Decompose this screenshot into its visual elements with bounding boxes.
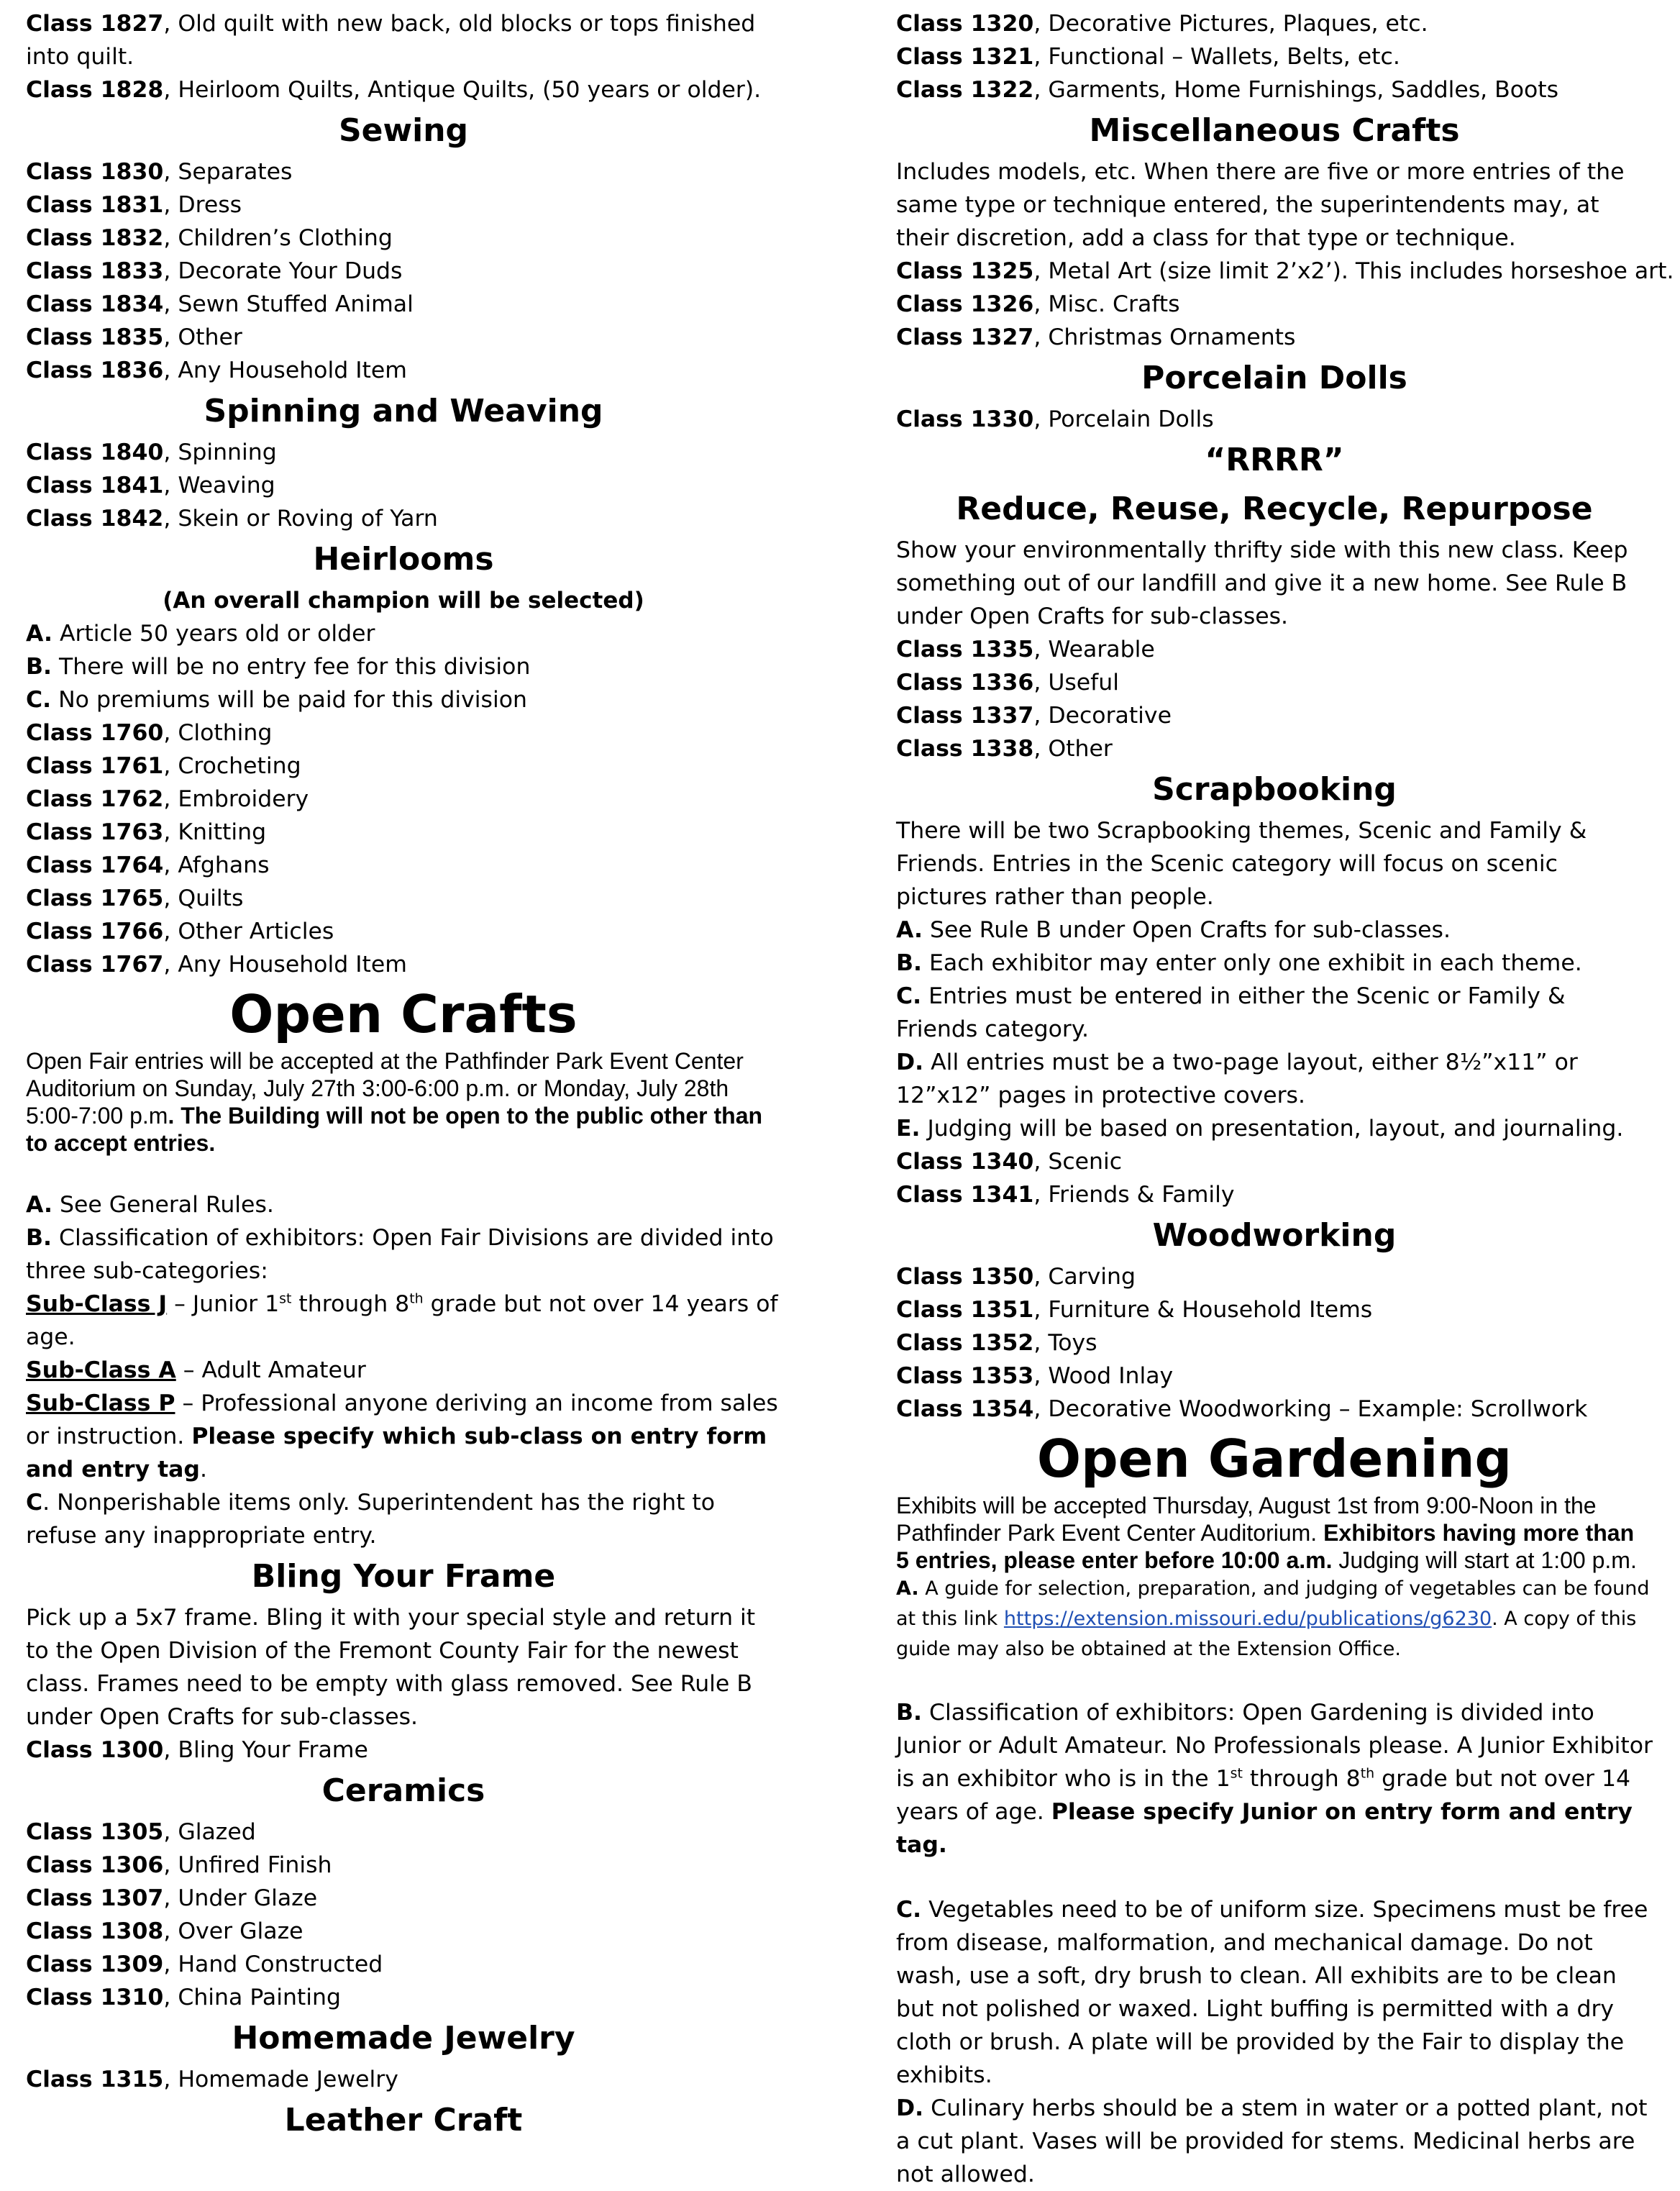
rule-line: A. See General Rules. — [26, 1192, 274, 1218]
section-heading-ceramics: Ceramics — [321, 1772, 485, 1809]
class-line: Class 1831, Dress — [26, 192, 242, 218]
class-line: Class 1326, Misc. Crafts — [896, 291, 1180, 317]
class-line: Class 1321, Functional – Wallets, Belts, etc. — [896, 44, 1400, 70]
section-heading-open-gardening: Open Gardening — [1036, 1429, 1512, 1489]
ceramics-class-list — [26, 1816, 781, 2014]
class-line: Class 1840, Spinning — [26, 439, 277, 465]
right-column — [896, 7, 1674, 2191]
class-line: Class 1325, Metal Art (size limit 2’x2’). This includes horseshoe art. — [896, 258, 1674, 284]
class-line: Class 1350, Carving — [896, 1264, 1136, 1290]
left-column — [26, 7, 781, 2145]
spacer — [896, 1664, 1653, 1696]
class-line: Class 1828, Heirloom Quilts, Antique Quilts, (50 years or older). — [26, 77, 762, 103]
section-heading-rrrr-sub: Reduce, Reuse, Recycle, Repurpose — [956, 491, 1593, 527]
class-line: Class 1761, Crocheting — [26, 753, 301, 779]
class-line: Class 1766, Other Articles — [26, 919, 334, 944]
class-line: Class 1351, Furniture & Household Items — [896, 1297, 1373, 1323]
rule-line: A. A guide for selection, preparation, and judging of vegetables can be found at this link https://extension.missouri.edu/publications/g6230. A copy of this guide may also be obtained at the Extension Office. — [896, 1577, 1650, 1660]
sewing-class-list — [26, 155, 781, 387]
class-line: Class 1354, Decorative Woodworking – Example: Scrollwork — [896, 1396, 1588, 1422]
heirlooms-class-list — [26, 716, 781, 981]
class-line: Class 1834, Sewn Stuffed Animal — [26, 291, 414, 317]
rule-line: C. No premiums will be paid for this division — [26, 687, 527, 713]
class-line: Class 1764, Afghans — [26, 852, 270, 878]
subclass-line: Sub-Class P – Professional anyone deriving an income from sales or instruction. Please specify which sub-class on entry form and entry tag. — [26, 1390, 778, 1482]
section-heading-heirlooms: Heirlooms — [313, 541, 494, 578]
rule-line: C. Vegetables need to be of uniform size. Specimens must be free from disease, malformation, and mechanical damage. Do not wash, use a soft, dry brush to clean. All exhibits are to be clean but not polished or waxed. Light buffing is permitted with a dry cloth or brush. A plate will be provided by the Fair to display the exhibits. — [896, 1897, 1648, 2088]
class-line: Class 1340, Scenic — [896, 1149, 1123, 1175]
guide-link[interactable]: https://extension.missouri.edu/publications/g6230 — [1003, 1608, 1492, 1630]
heirlooms-subtitle: (An overall champion will be selected) — [163, 588, 644, 614]
class-line: Class 1320, Decorative Pictures, Plaques, etc. — [896, 11, 1428, 37]
class-line: Class 1767, Any Household Item — [26, 952, 407, 978]
class-line: Class 1338, Other — [896, 736, 1113, 762]
class-line: Class 1827, Old quilt with new back, old blocks or tops finished into quilt. — [26, 11, 756, 70]
rule-line: B. Each exhibitor may enter only one exhibit in each theme. — [896, 950, 1582, 976]
class-line: Class 1765, Quilts — [26, 885, 244, 911]
section-heading-misc: Miscellaneous Crafts — [1089, 112, 1460, 149]
class-line: Class 1309, Hand Constructed — [26, 1951, 383, 1977]
rule-line: C. Nonperishable items only. Superintendent has the right to refuse any inappropriate entry. — [26, 1490, 716, 1549]
class-line: Class 1763, Knitting — [26, 819, 267, 845]
misc-description: Includes models, etc. When there are five or more entries of the same type or technique entered, the superintendents may, at their discretion, add a class for that type or technique. — [896, 159, 1625, 251]
class-line: Class 1307, Under Glaze — [26, 1885, 318, 1911]
section-heading-rrrr: “RRRR” — [1205, 442, 1344, 478]
scrapbooking-description: There will be two Scrapbooking themes, Scenic and Family & Friends. Entries in the Scenic category will focus on scenic pictures rather than people. — [896, 818, 1587, 910]
class-line: Class 1352, Toys — [896, 1330, 1097, 1356]
section-heading-scrapbooking: Scrapbooking — [1152, 771, 1397, 808]
class-line: Class 1308, Over Glaze — [26, 1918, 303, 1944]
spacer — [896, 1862, 1653, 1893]
class-line: Class 1327, Christmas Ornaments — [896, 324, 1296, 350]
class-line: Class 1833, Decorate Your Duds — [26, 258, 403, 284]
section-heading-sewing: Sewing — [338, 112, 469, 149]
class-line: Class 1337, Decorative — [896, 703, 1172, 729]
section-heading-woodworking: Woodworking — [1152, 1217, 1397, 1254]
rule-line: A. See Rule B under Open Crafts for sub-classes. — [896, 917, 1451, 943]
section-heading-bling: Bling Your Frame — [251, 1558, 556, 1595]
class-line: Class 1841, Weaving — [26, 473, 275, 498]
class-line: Class 1300, Bling Your Frame — [26, 1737, 368, 1763]
class-line: Class 1832, Children’s Clothing — [26, 225, 393, 251]
class-line: Class 1762, Embroidery — [26, 786, 309, 812]
section-heading-open-crafts: Open Crafts — [229, 984, 578, 1044]
spinning-class-list — [26, 436, 781, 535]
class-line: Class 1353, Wood Inlay — [896, 1363, 1174, 1389]
class-line: Class 1305, Glazed — [26, 1819, 256, 1845]
class-line: Class 1760, Clothing — [26, 720, 273, 746]
open-gardening-intro: Exhibits will be accepted Thursday, August 1st from 9:00-Noon in the Pathfinder Park Event Center Auditorium. Exhibitors having more than 5 entries, please enter before 10:00 a.m. Judging will start at 1:00 p.m. — [896, 1493, 1637, 1573]
class-line: Class 1315, Homemade Jewelry — [26, 2067, 398, 2092]
class-line: Class 1341, Friends & Family — [896, 1182, 1235, 1208]
spacer — [26, 1157, 781, 1188]
subclass-line: Sub-Class A – Adult Amateur — [26, 1357, 366, 1383]
section-heading-jewelry: Homemade Jewelry — [232, 2020, 575, 2056]
rule-line: D. Culinary herbs should be a stem in water or a potted plant, not a cut plant. Vases will be provided for stems. Medicinal herbs are not allowed. — [896, 2095, 1648, 2187]
class-line: Class 1310, China Painting — [26, 1985, 341, 2010]
class-line: Class 1336, Useful — [896, 670, 1119, 696]
rule-line: B. Classification of exhibitors: Open Gardening is divided into Junior or Adult Amateur. No Professionals please. A Junior Exhibitor is an exhibitor who is in the 1st through 8th grade but not over 14 years of age. Please specify Junior on entry form and entry tag. — [896, 1700, 1653, 1858]
class-line: Class 1330, Porcelain Dolls — [896, 406, 1214, 432]
class-line: Class 1830, Separates — [26, 159, 293, 185]
woodworking-class-list — [896, 1260, 1653, 1426]
class-line: Class 1835, Other — [26, 324, 242, 350]
class-line: Class 1306, Unfired Finish — [26, 1852, 332, 1878]
rule-line: C. Entries must be entered in either the Scenic or Family & Friends category. — [896, 983, 1566, 1042]
class-line: Class 1335, Wearable — [896, 637, 1155, 662]
bling-description: Pick up a 5x7 frame. Bling it with your special style and return it to the Open Division of the Fremont County Fair for the newest class. Frames need to be empty with glass removed. See Rule B under Open Crafts for sub-classes. — [26, 1605, 756, 1730]
subclass-line: Sub-Class J – Junior 1st through 8th grade but not over 14 years of age. — [26, 1290, 778, 1350]
section-heading-porcelain: Porcelain Dolls — [1141, 360, 1407, 396]
section-heading-leather: Leather Craft — [284, 2102, 523, 2138]
class-line: Class 1836, Any Household Item — [26, 357, 407, 383]
class-line: Class 1322, Garments, Home Furnishings, Saddles, Boots — [896, 77, 1559, 103]
section-heading-spinning: Spinning and Weaving — [204, 393, 603, 429]
rule-line: B. There will be no entry fee for this division — [26, 654, 531, 680]
class-line: Class 1842, Skein or Roving of Yarn — [26, 506, 438, 532]
rule-line: A. Article 50 years old or older — [26, 621, 375, 647]
rule-line: D. All entries must be a two-page layout, either 8½”x11” or 12”x12” pages in protective covers. — [896, 1049, 1578, 1108]
rule-line: E. Judging will be based on presentation, layout, and journaling. — [896, 1116, 1624, 1142]
open-crafts-intro: Open Fair entries will be accepted at the Pathfinder Park Event Center Auditorium on Sunday, July 27th 3:00-6:00 p.m. or Monday, July 28th 5:00-7:00 p.m. The Building will not be open to the public other than to accept entries. — [26, 1048, 763, 1156]
rule-line: B. Classification of exhibitors: Open Fair Divisions are divided into three sub-categories: — [26, 1225, 774, 1284]
rrrr-description: Show your environmentally thrifty side with this new class. Keep something out of our landfill and give it a new home. See Rule B under Open Crafts for sub-classes. — [896, 537, 1628, 629]
